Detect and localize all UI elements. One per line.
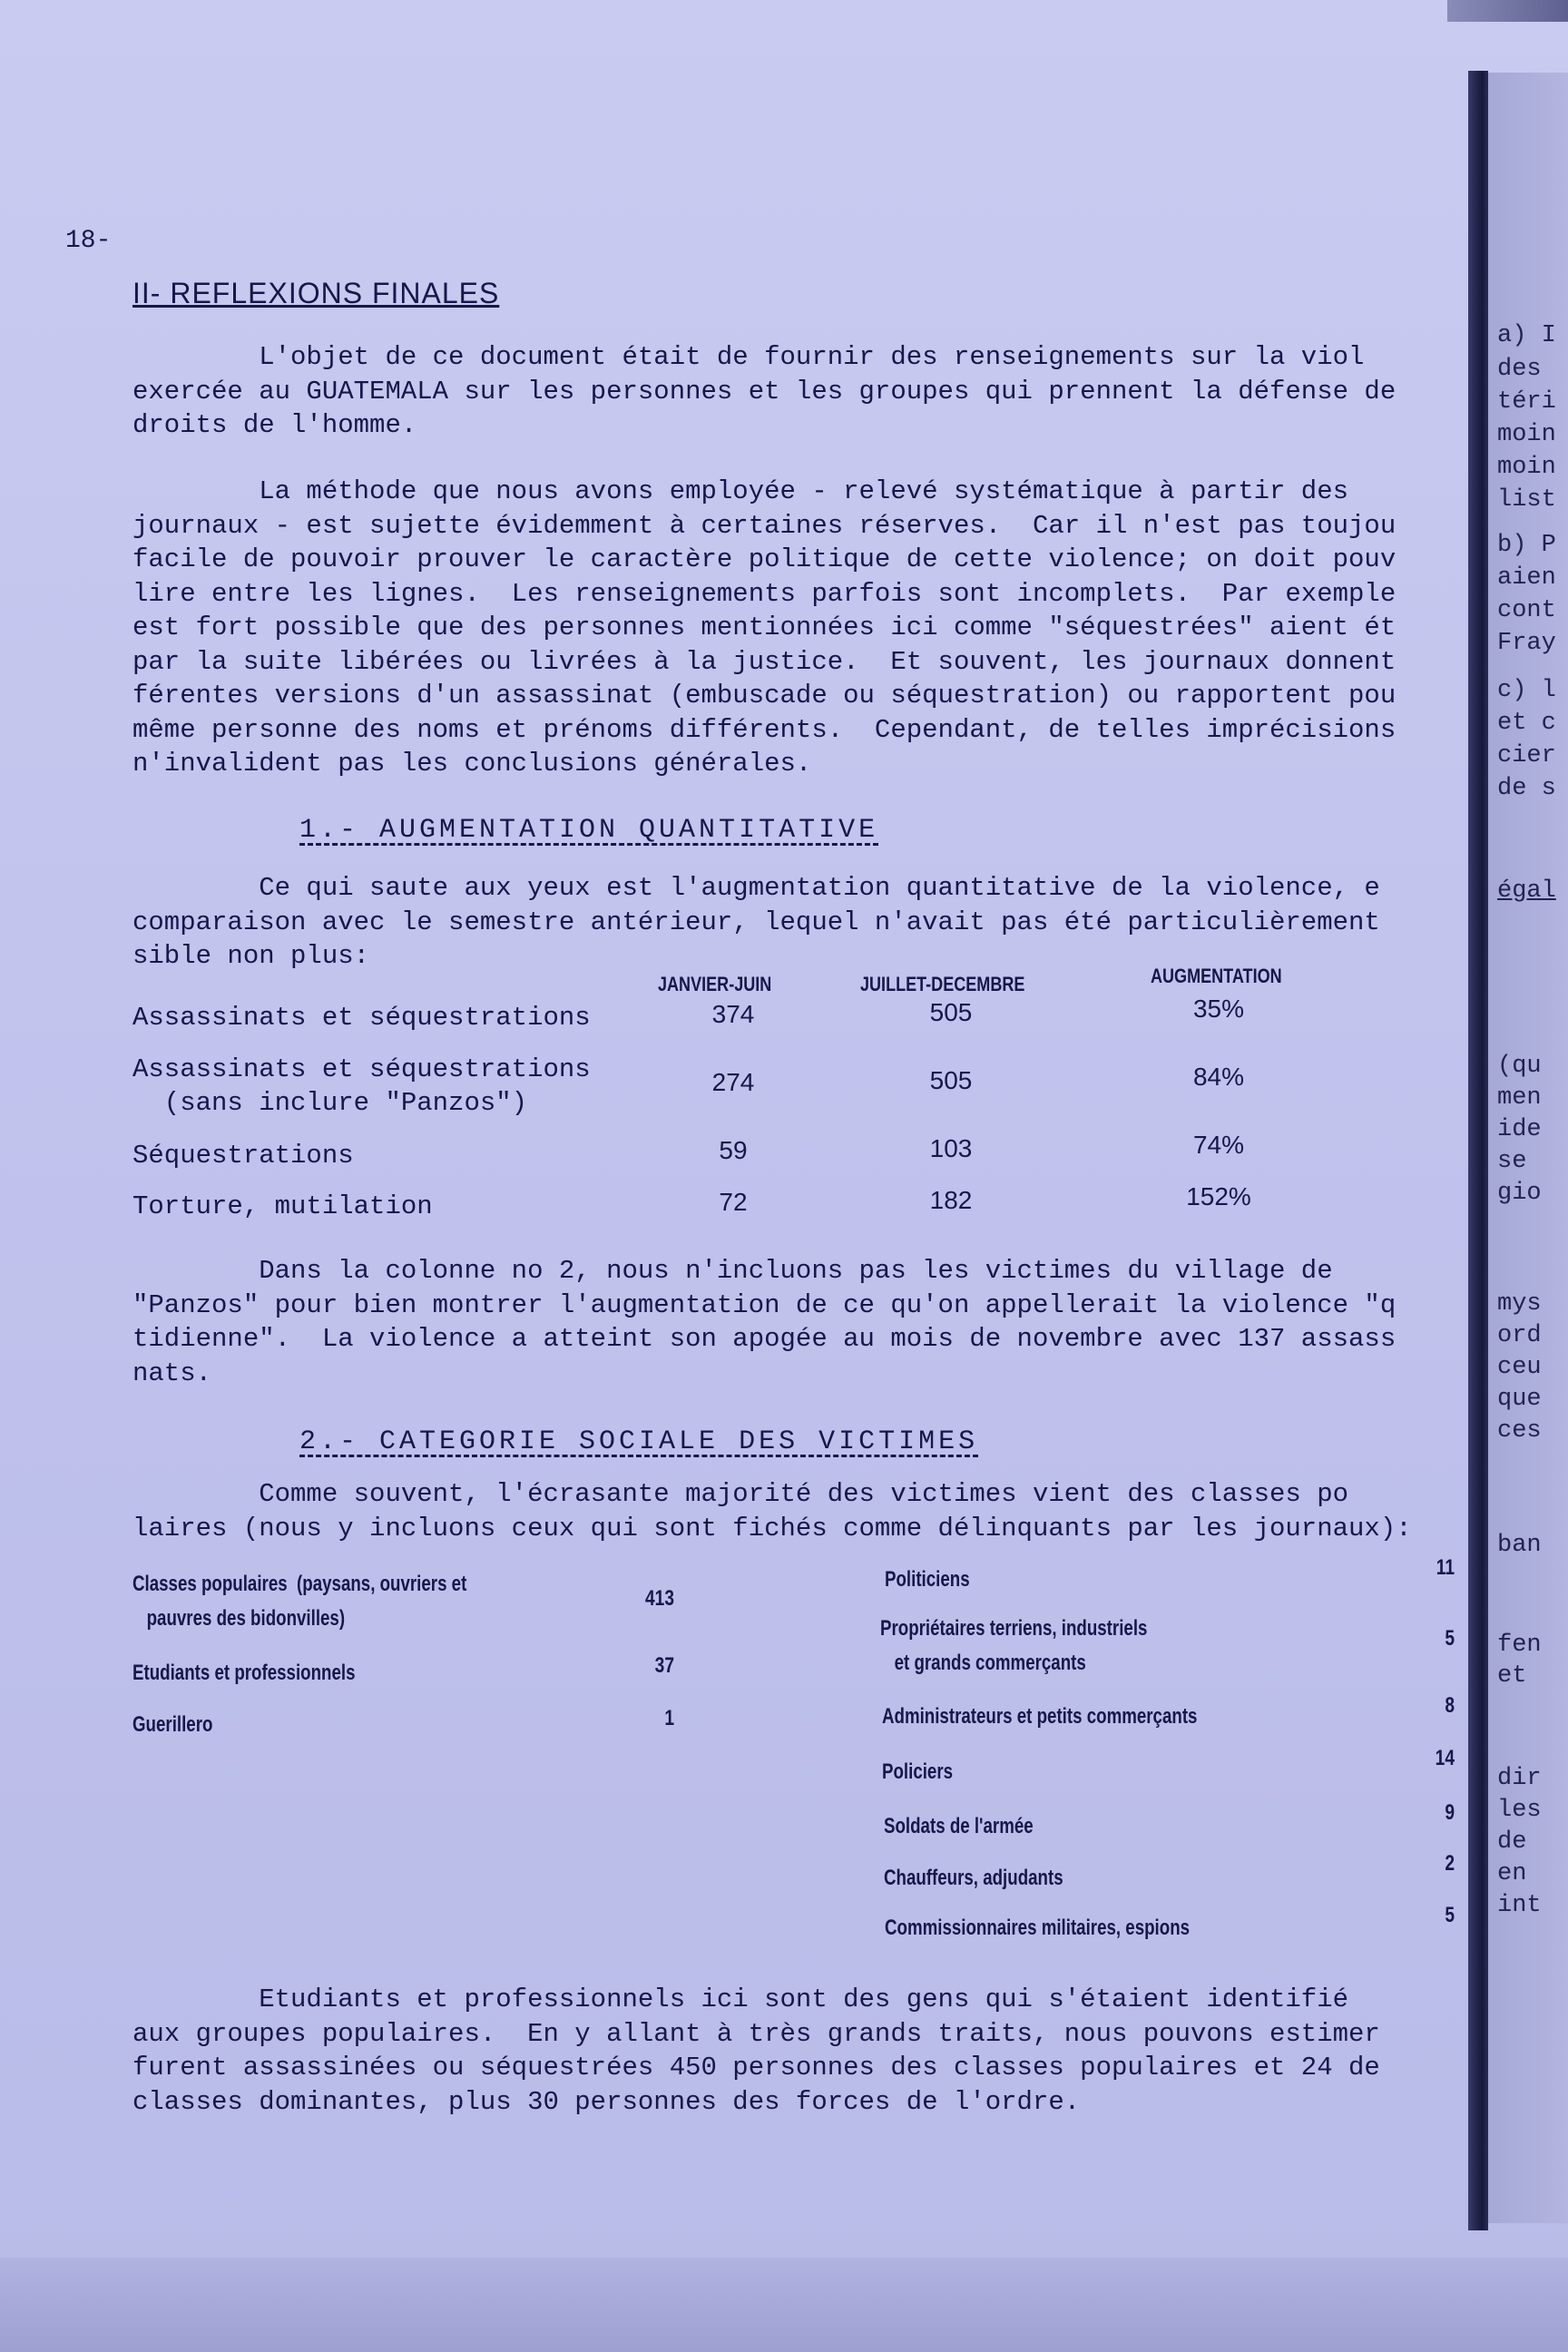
facing-page-fragment: (qu (1497, 1053, 1542, 1080)
facing-page-fragment: cont (1497, 597, 1556, 624)
table-row-label: Torture, mutilation (132, 1191, 433, 1221)
subsection-1-note: Dans la colonne no 2, nous n'incluons pas les victimes du village de "Panzos" pour bien montrer l'augmentation de ce qu'on appellerait la violence "q tidienne". La violence a atteint son apogée au mois de novembre avec 137 assass nats. (132, 1256, 1396, 1388)
facing-page-fragment: ces (1497, 1417, 1542, 1445)
facing-page-fragment: ord (1497, 1322, 1542, 1349)
table-cell-jul-dec: 103 (929, 1134, 973, 1162)
facing-page-fragment: mys (1497, 1290, 1542, 1318)
subsection-2-conclusion: Etudiants et professionnels ici sont des gens qui s'étaient identifié aux groupes populaires. En y allant à très grands traits, nous pouvons estimer furent assassinées ou séquestrées 450 personnes des classes populaires et 24 de classes dominantes, plus 30 personnes des forces de l'ordre. (132, 1984, 1380, 2117)
facing-page-fragment: fen (1497, 1632, 1542, 1659)
table-cell-jan-jun: 72 (719, 1188, 748, 1216)
facing-page-fragment: égal (1497, 877, 1556, 905)
facing-page-fragment: ide (1497, 1116, 1542, 1143)
table-cell-jul-dec: 505 (929, 998, 973, 1026)
facing-page-fragment: gio (1497, 1180, 1542, 1207)
category-count: 5 (1445, 1903, 1455, 1927)
table-header-jan-jun: JANVIER-JUIN (658, 973, 772, 995)
category-label: Guerillero (132, 1712, 213, 1737)
table-cell-increase: 74% (1192, 1131, 1245, 1159)
table-cell-increase: 35% (1192, 995, 1245, 1023)
category-count: 8 (1445, 1693, 1455, 1718)
category-count: 9 (1445, 1800, 1455, 1825)
facing-page-fragment: b) P (1497, 532, 1556, 559)
category-label: Commissionnaires militaires, espions (885, 1916, 1191, 1940)
facing-page-fragment: moin (1497, 421, 1556, 448)
facing-page-fragment: int (1497, 1892, 1542, 1919)
category-label: Politiciens (885, 1567, 970, 1592)
category-count: 5 (1445, 1626, 1455, 1651)
facing-page-fragment: ban (1497, 1532, 1542, 1559)
page-bottom-edge (0, 2258, 1568, 2352)
facing-page-fragment: de (1497, 1828, 1527, 1856)
table-cell-increase: 152% (1186, 1182, 1251, 1210)
category-count: 2 (1445, 1851, 1455, 1876)
table-header-jul-dec: JUILLET-DECEMBRE (860, 973, 1025, 995)
facing-page-fragment: en (1497, 1860, 1527, 1887)
category-label: Propriétaires terriens, industriels et grands commerçants (880, 1616, 1148, 1675)
category-count: 1 (664, 1706, 674, 1730)
facing-page-fragment: les (1497, 1797, 1542, 1824)
category-count: 413 (644, 1586, 674, 1611)
category-label: Classes populaires (paysans, ouvriers et pauvres des bidonvilles) (132, 1572, 467, 1631)
table-header-increase: AUGMENTATION (1151, 965, 1282, 987)
category-label: Policiers (882, 1759, 954, 1784)
facing-page-fragment: cier (1497, 742, 1556, 769)
table-row-label: Assassinats et séquestrations (132, 1003, 591, 1033)
subsection-2-intro: Comme souvent, l'écrasante majorité des victimes vient des classes po laires (nous y incluons ceux qui sont fichés comme délinquants par les journaux): (132, 1479, 1412, 1544)
category-count: 14 (1435, 1746, 1455, 1770)
section-title: II- REFLEXIONS FINALES (132, 277, 500, 309)
table-row-label: Assassinats et séquestrations (sans inclure "Panzos") (132, 1054, 591, 1118)
category-count: 37 (654, 1653, 674, 1678)
facing-page-fragment: moin (1497, 454, 1556, 481)
facing-page-fragment: téri (1497, 388, 1556, 416)
category-label: Etudiants et professionnels (132, 1661, 356, 1685)
facing-page-fragment: ceu (1497, 1354, 1542, 1381)
category-label: Administrateurs et petits commerçants (882, 1704, 1198, 1729)
facing-page-fragment: et (1497, 1662, 1527, 1690)
facing-page-fragment: et c (1497, 710, 1556, 737)
facing-page (1488, 73, 1568, 2223)
intro-paragraph-1: L'objet de ce document était de fournir des renseignements sur la viol exercée au GUATEMALA sur les personnes et les groupes qui prennent la défense de droits de l'homme. (132, 342, 1396, 440)
table-cell-jan-jun: 274 (711, 1068, 755, 1096)
table-cell-jul-dec: 505 (929, 1066, 973, 1094)
book-top-corner (1447, 0, 1568, 22)
intro-paragraph-2: La méthode que nous avons employée - relevé systématique à partir des journaux - est sujette évidemment à certaines réserves. Car il n'est pas toujou facile de pouvoir prouver le caractère politique de cette violence; on doit pouv lire entre les lignes. Les renseignements parfois sont incomplets. Par exemple est fort possible que des personnes mentionnées ici comme "séquestrées" aient ét par la suite libérées ou livrées à la justice. Et souvent, les journaux donnent férentes versions d'un assassinat (embuscade ou séquestration) ou rapportent pou même personne des noms et prénoms différents. Cependant, de telles imprécisions n'invalident pas les conclusions générales. (132, 476, 1396, 779)
facing-page-fragment: se (1497, 1148, 1527, 1175)
table-cell-jan-jun: 59 (719, 1136, 748, 1164)
page-number: 18- (65, 227, 112, 255)
facing-page-fragment: a) I (1497, 322, 1556, 349)
book-spine (1468, 71, 1488, 2230)
table-cell-jan-jun: 374 (711, 1000, 755, 1028)
facing-page-fragment: de s (1497, 775, 1556, 802)
facing-page-fragment: list (1497, 486, 1556, 514)
category-label: Soldats de l'armée (884, 1814, 1034, 1838)
category-count: 11 (1436, 1555, 1455, 1580)
table-cell-increase: 84% (1192, 1063, 1245, 1091)
facing-page-fragment: Fray (1497, 630, 1556, 657)
facing-page-fragment: aien (1497, 564, 1556, 592)
facing-page-fragment: que (1497, 1386, 1542, 1413)
subsection-2-title: 2.- CATEGORIE SOCIALE DES VICTIMES (299, 1426, 979, 1457)
subsection-1-intro: Ce qui saute aux yeux est l'augmentation quantitative de la violence, e comparaison avec le semestre antérieur, lequel n'avait pas été particulièrement sible non plus: (132, 873, 1380, 971)
facing-page-fragment: dir (1497, 1765, 1542, 1792)
facing-page-fragment: des (1497, 356, 1542, 383)
facing-page-fragment: men (1497, 1084, 1542, 1112)
table-row-label: Séquestrations (132, 1141, 354, 1171)
facing-page-fragment: c) l (1497, 677, 1556, 704)
subsection-1-title: 1.- AUGMENTATION QUANTITATIVE (299, 815, 879, 846)
category-label: Chauffeurs, adjudants (884, 1866, 1063, 1890)
table-cell-jul-dec: 182 (929, 1186, 973, 1214)
